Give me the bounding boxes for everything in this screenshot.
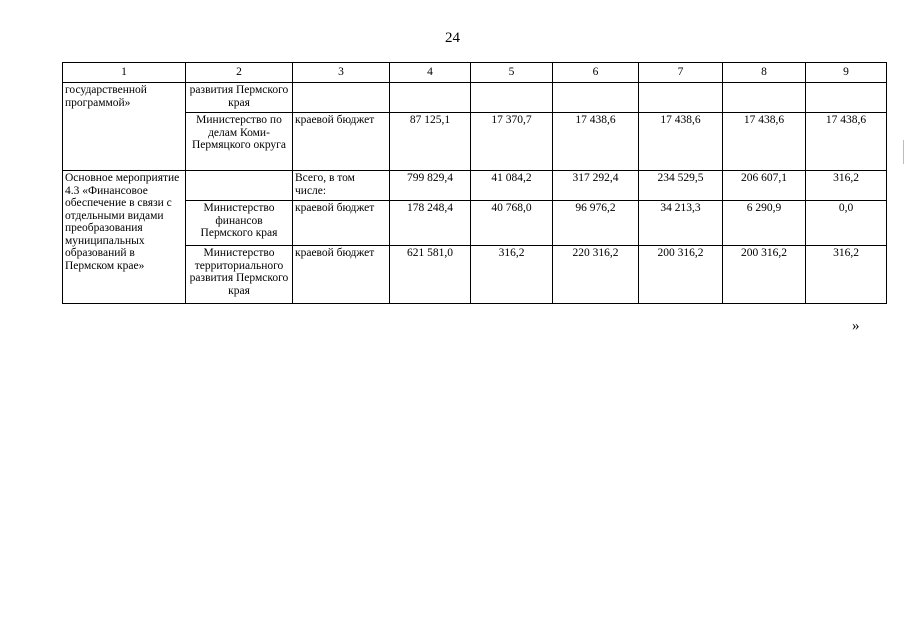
executor-cell	[186, 171, 293, 201]
page-number: 24	[445, 30, 460, 46]
header-cell: 9	[806, 63, 887, 83]
value-cell: 96 976,2	[553, 201, 639, 246]
value-cell: 34 213,3	[639, 201, 723, 246]
value-cell: 316,2	[806, 246, 887, 304]
value-cell: 317 292,4	[553, 171, 639, 201]
executor-cell: развития Пермского края	[186, 83, 293, 113]
source-cell	[293, 83, 390, 113]
header-cell: 4	[390, 63, 471, 83]
value-cell: 17 438,6	[553, 113, 639, 171]
source-cell: Всего, в том числе:	[293, 171, 390, 201]
value-cell: 316,2	[806, 171, 887, 201]
program-name-cell: государственной программой»	[63, 83, 186, 171]
value-cell: 316,2	[471, 246, 553, 304]
value-cell: 41 084,2	[471, 171, 553, 201]
value-cell	[806, 83, 887, 113]
header-row	[63, 63, 887, 83]
value-cell: 17 438,6	[806, 113, 887, 171]
value-cell	[553, 83, 639, 113]
executor-cell: Министерство по делам Коми-Пермяцкого округа	[186, 113, 293, 171]
table-row	[63, 83, 887, 113]
header-cell: 8	[723, 63, 806, 83]
value-cell: 40 768,0	[471, 201, 553, 246]
header-cell: 3	[293, 63, 390, 83]
source-cell: краевой бюджет	[293, 113, 390, 171]
table-row	[63, 113, 887, 171]
value-cell	[639, 83, 723, 113]
header-cell: 2	[186, 63, 293, 83]
table-row	[63, 246, 887, 304]
value-cell: 17 438,6	[723, 113, 806, 171]
value-cell: 0,0	[806, 201, 887, 246]
value-cell: 200 316,2	[723, 246, 806, 304]
value-cell: 6 290,9	[723, 201, 806, 246]
executor-cell: Министерство финансов Пермского края	[186, 201, 293, 246]
value-cell: 621 581,0	[390, 246, 471, 304]
value-cell: 200 316,2	[639, 246, 723, 304]
executor-cell: Министерство территориального развития Пермского края	[186, 246, 293, 304]
value-cell: 234 529,5	[639, 171, 723, 201]
value-cell: 87 125,1	[390, 113, 471, 171]
value-cell: 220 316,2	[553, 246, 639, 304]
activity-name-cell: Основное мероприятие 4.3 «Финансовое обеспечение в связи с отдельными видами преобразования муниципальных образований в Пермском крае»	[63, 171, 186, 304]
table-row	[63, 171, 887, 201]
closing-quote: »	[852, 318, 860, 334]
value-cell	[390, 83, 471, 113]
value-cell: 178 248,4	[390, 201, 471, 246]
value-cell: 799 829,4	[390, 171, 471, 201]
table-row	[63, 201, 887, 246]
value-cell	[723, 83, 806, 113]
header-cell: 5	[471, 63, 553, 83]
value-cell	[471, 83, 553, 113]
value-cell: 206 607,1	[723, 171, 806, 201]
header-cell: 7	[639, 63, 723, 83]
budget-table	[62, 62, 887, 304]
header-cell: 6	[553, 63, 639, 83]
header-cell: 1	[63, 63, 186, 83]
value-cell: 17 370,7	[471, 113, 553, 171]
scan-artifact	[903, 140, 904, 164]
source-cell: краевой бюджет	[293, 201, 390, 246]
source-cell: краевой бюджет	[293, 246, 390, 304]
value-cell: 17 438,6	[639, 113, 723, 171]
